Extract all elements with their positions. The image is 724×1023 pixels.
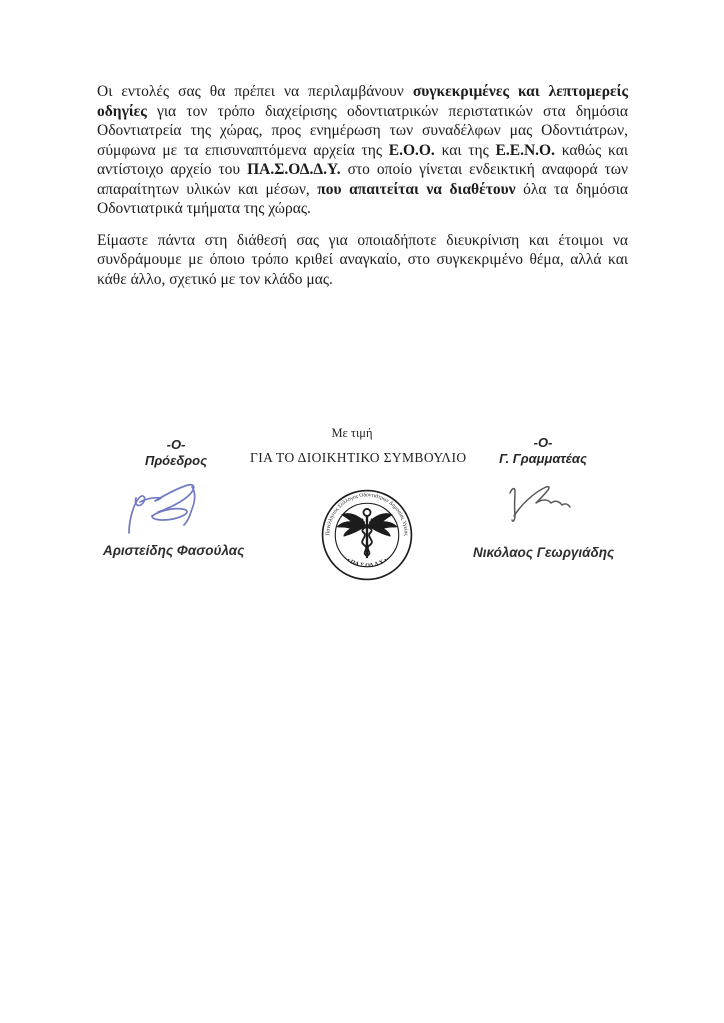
secretary-signature-image (501, 484, 575, 528)
seal-ring-text: Πανελλήνιος Σύλλογος Οδοντιάτρων Δημοσίας Υγείας (325, 492, 409, 536)
president-dash: -Ο- (166, 437, 186, 452)
text-run: στο οποίο γίνεται ενδεικτική αναφορά των απαραίτητων υλικών και μέσων, (97, 161, 628, 198)
president-heading (126, 437, 226, 469)
president-title: Πρόεδρος (144, 453, 208, 468)
seal-bottom-text: • ΠΑ.Σ.ΟΔ.Δ.Υ • (345, 557, 389, 570)
caduceus-icon (338, 509, 397, 557)
text-run: Οι εντολές σας θα πρέπει να περιλαμβάνουν (97, 83, 413, 100)
letter-body (97, 82, 628, 289)
text-run-bold: συγκεκριμένες και λεπτομερείς οδηγίες (97, 83, 628, 120)
text-run-bold: ΠΑ.Σ.ΟΔ.Δ.Υ. (247, 161, 341, 178)
president-signature-image (121, 481, 211, 539)
closing-phrase: Με τιμή (331, 426, 373, 440)
text-run-bold: που απαιτείται να διαθέτουν (317, 180, 516, 198)
secretary-signature-stroke (510, 487, 570, 522)
text-run-bold: Ε.Ε.Ν.Ο. (495, 141, 555, 159)
text-run: καθώς και αντίστοιχο αρχείο του (97, 141, 628, 178)
text-run: Είμαστε πάντα στη διάθεσή σας για οποιαδήποτε διευκρίνιση και έτοιμοι να συνδράμουμε με όποιο τρόπο κριθεί αναγκαίο, στο συγκεκριμένο θέμα, αλλά και κάθε άλλο, σχετικό με τον κλάδο μας. (97, 231, 628, 288)
text-run: και της (434, 141, 496, 159)
text-run: για τον τρόπο διαχείρισης οδοντιατρικών περιστατικών στα δημόσια Οδοντιατρεία της χώρας, προς ενημέρωση των συναδέλφων μας Οδοντιάτρων, σύμφωνα με τα επισυναπτόμενα αρχεία της (97, 102, 628, 159)
secretary-title: Γ. Γραμματέας (499, 451, 587, 466)
text-run: όλα τα δημόσια Οδοντιατρικά τμήματα της χώρας. (97, 180, 628, 217)
paragraph-1 (97, 82, 628, 219)
organization-seal (321, 489, 413, 581)
board-line: ΓΙΑ ΤΟ ΔΙΟΙΚΗΤΙΚΟ ΣΥΜΒΟΥΛΙΟ (250, 450, 467, 465)
president-name: Αριστείδης Φασούλας (103, 543, 245, 558)
paragraph-2 (97, 231, 628, 290)
text-run-bold: Ε.Ο.Ο. (388, 141, 435, 159)
secretary-name: Νικόλαος Γεωργιάδης (473, 545, 615, 560)
president-signature-stroke (129, 485, 195, 533)
secretary-dash: -Ο- (533, 435, 553, 450)
secretary-heading (493, 435, 593, 467)
